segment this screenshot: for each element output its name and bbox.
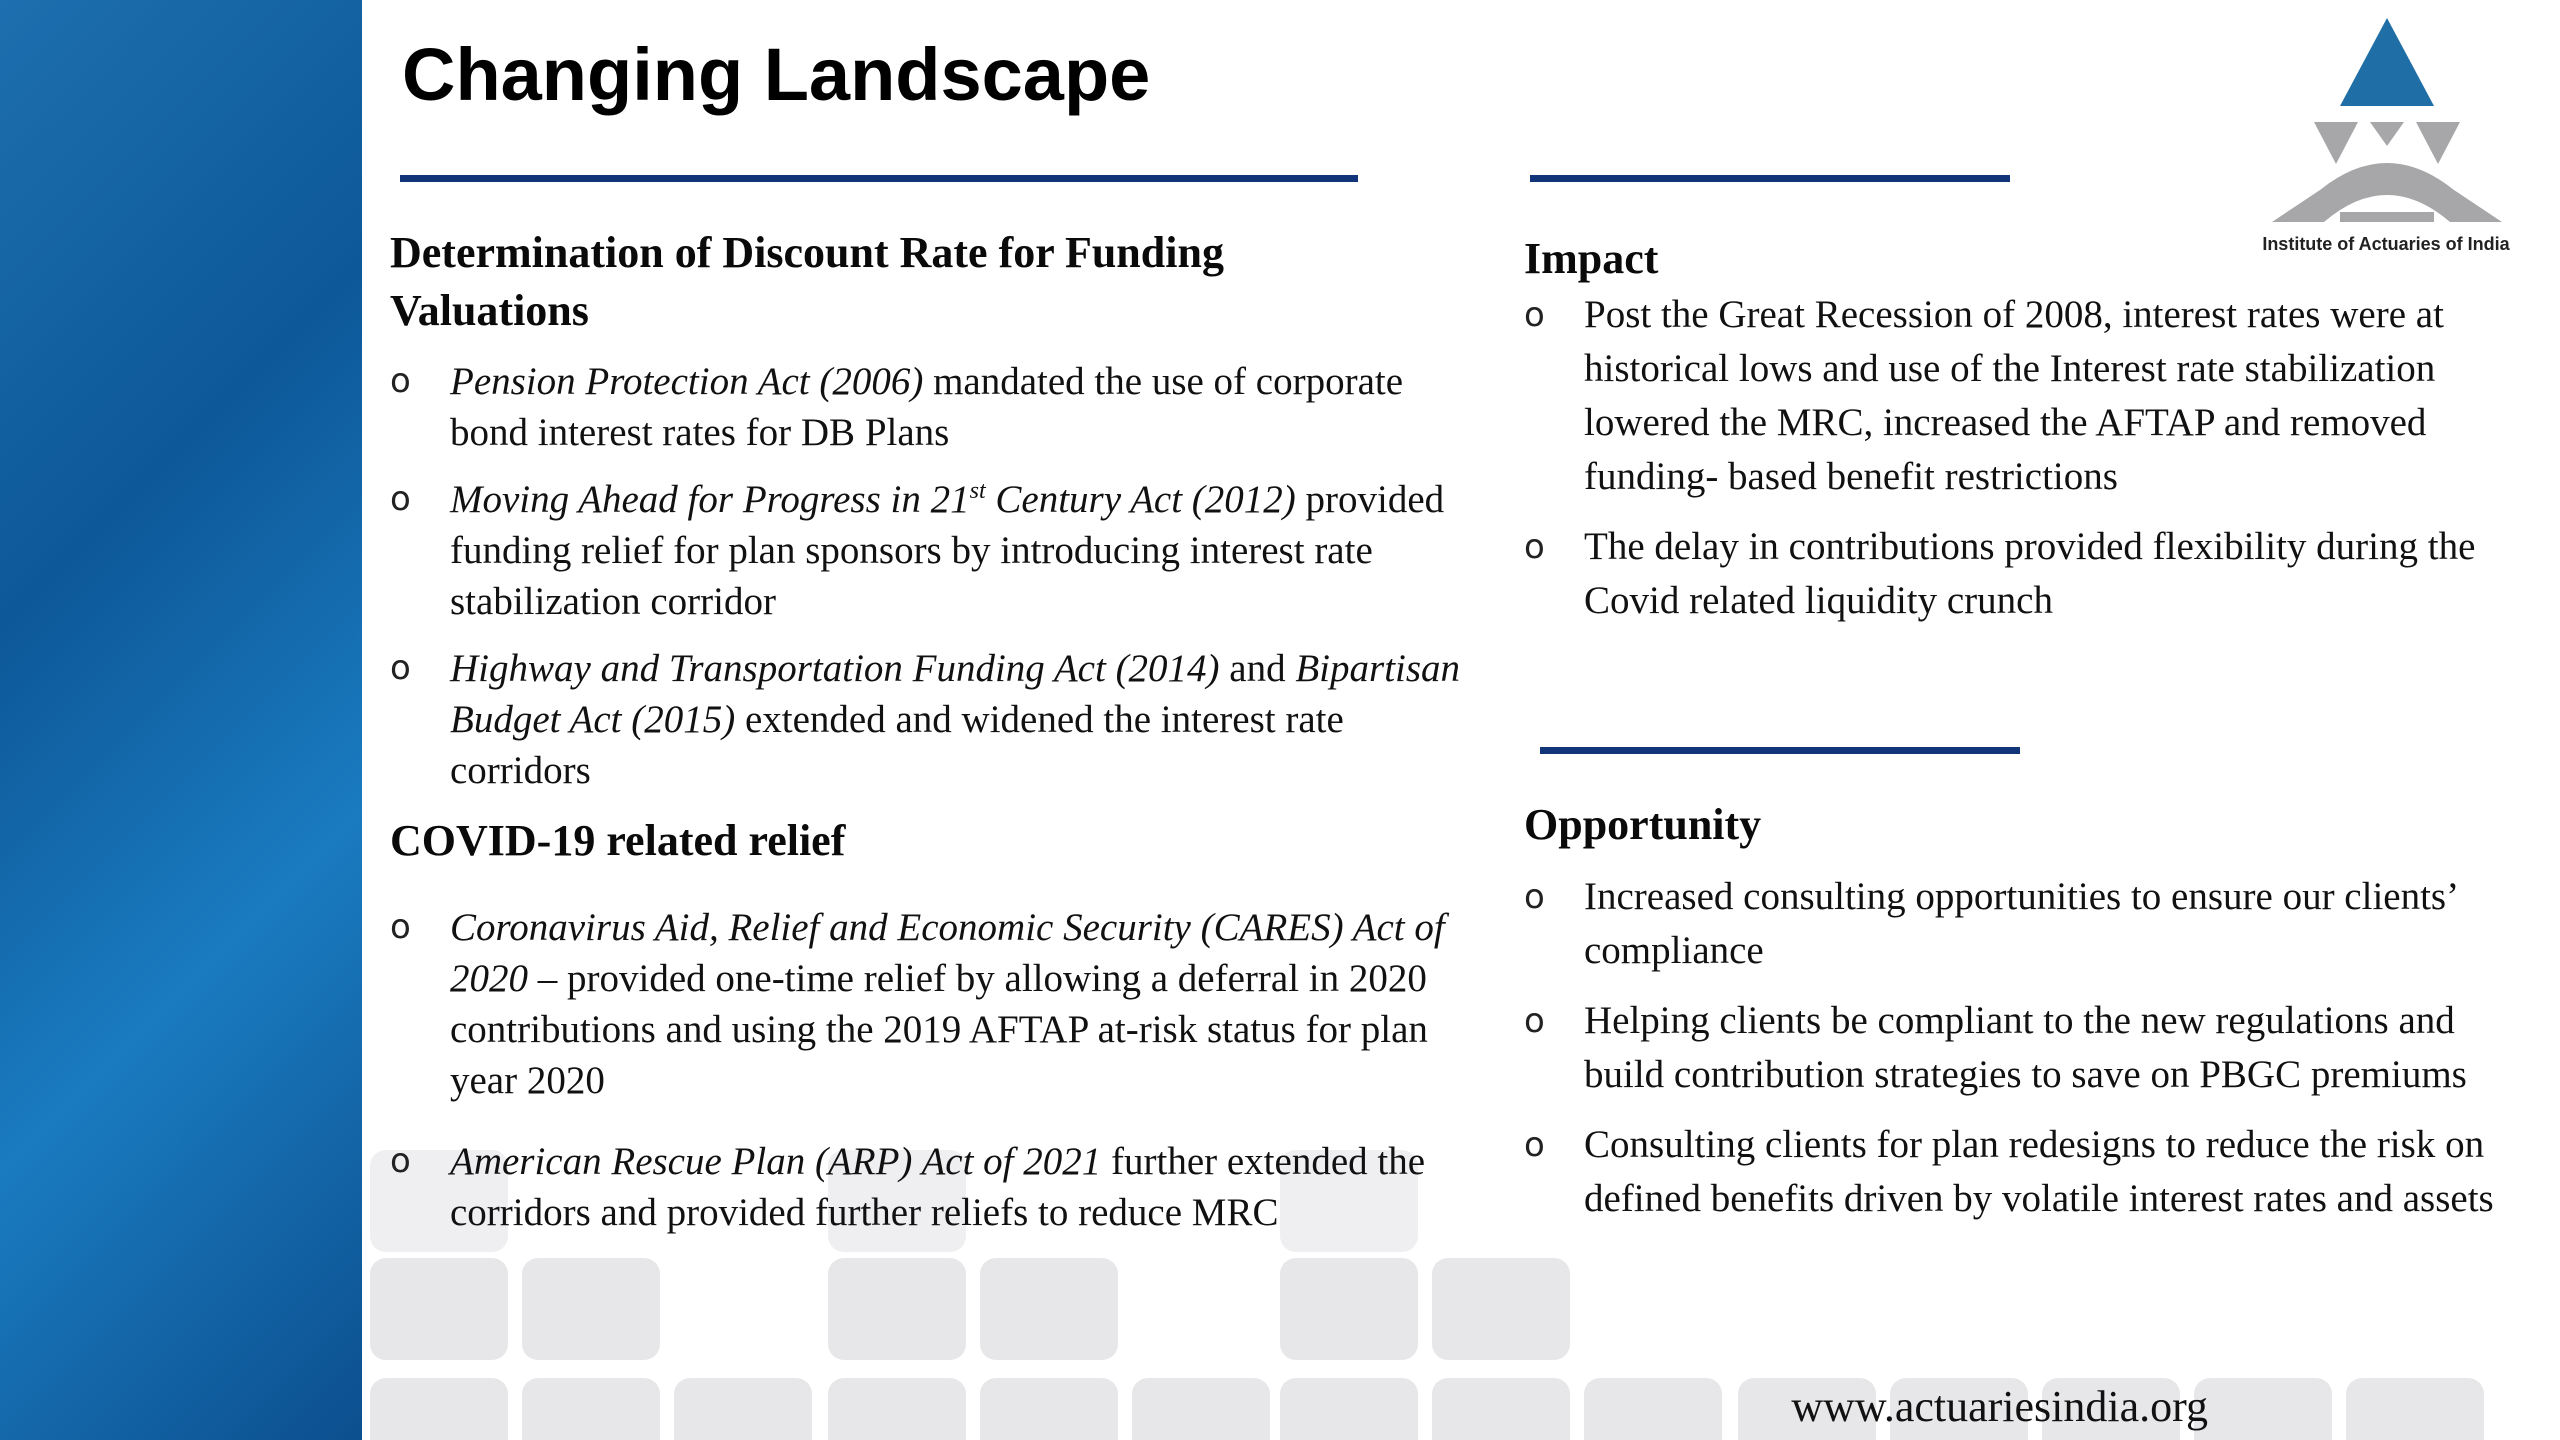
bg-tile (2194, 1378, 2332, 1440)
list-item (390, 643, 1480, 796)
act-name: Highway and Transportation Funding Act (2014) (450, 647, 1220, 690)
bullet-text: and (1219, 647, 1296, 690)
bg-tile (522, 1378, 660, 1440)
institute-logo-icon (2262, 18, 2512, 258)
bullet-text: Helping clients be compliant to the new regulations and build contribution strategies to save on PBGC premiums (1584, 999, 2467, 1096)
bullet-circle-icon: o (390, 361, 411, 401)
bg-tile (1432, 1258, 1570, 1360)
ordinal-suffix: st (969, 478, 986, 504)
bullet-circle-icon: o (1524, 1001, 1545, 1041)
list-item (1524, 288, 2534, 504)
bullet-circle-icon: o (390, 1141, 411, 1181)
bullet-circle-icon: o (1524, 877, 1545, 917)
bullet-circle-icon: o (390, 648, 411, 688)
list-item (390, 1136, 1480, 1238)
bg-tile (1432, 1378, 1570, 1440)
bg-tile (828, 1378, 966, 1440)
act-name-cont: Century Act (2012) (985, 478, 1296, 521)
bg-tile (980, 1378, 1118, 1440)
bullet-circle-icon: o (1524, 527, 1545, 567)
impact-rule (1530, 175, 2010, 182)
covid-relief-heading: COVID-19 related relief (390, 816, 846, 865)
bg-tile (980, 1258, 1118, 1360)
bg-tile (522, 1258, 660, 1360)
list-item (390, 474, 1480, 627)
opportunity-heading: Opportunity (1524, 800, 1762, 849)
bg-tile (1280, 1378, 1418, 1440)
bg-tile (1584, 1378, 1722, 1440)
bg-tile (2346, 1378, 2484, 1440)
list-item (390, 356, 1480, 458)
bullet-circle-icon: o (390, 479, 411, 519)
bullet-text: – provided one-time relief by allowing a deferral in 2020 contributions and using the 2019 AFTAP at-risk status for plan year 2020 (450, 957, 1428, 1102)
bg-tile (370, 1258, 508, 1360)
slide (362, 0, 2560, 1440)
bullet-circle-icon: o (390, 907, 411, 947)
bullet-text: mandated the use of corporate bond interest rates for DB Plans (450, 360, 1404, 454)
list-item (1524, 1118, 2534, 1226)
act-name: American Rescue Plan (ARP) Act of 2021 (450, 1140, 1102, 1183)
bullet-circle-icon: o (1524, 295, 1545, 335)
bullet-text: The delay in contributions provided flexibility during the Covid related liquidity crunch (1584, 525, 2476, 622)
bullet-text: further extended the corridors and provided further reliefs to reduce MRC (450, 1140, 1426, 1234)
bullet-text: extended and widened the interest rate corridors (450, 698, 1344, 792)
list-item (1524, 870, 2534, 978)
logo-caption: Institute of Actuaries of India (2262, 234, 2510, 254)
list-item (1524, 994, 2534, 1102)
bg-tile (828, 1258, 966, 1360)
left-blue-band (0, 0, 362, 1440)
discount-rate-heading: Determination of Discount Rate for Funding Valuations (390, 228, 1224, 335)
footer-website-link[interactable]: www.actuariesindia.org (1791, 1382, 2208, 1431)
bullet-text: provided funding relief for plan sponsors by introducing interest rate stabilization corridor (450, 478, 1445, 623)
covid-relief-list (390, 902, 1480, 1238)
act-name: Moving Ahead for Progress in 21 (450, 478, 970, 521)
act-name: Bipartisan Budget Act (2015) (450, 647, 1461, 741)
bullet-text: Increased consulting opportunities to ensure our clients’ compliance (1584, 875, 2457, 972)
opportunity-rule (1540, 747, 2020, 754)
list-item (1524, 520, 2534, 628)
impact-list (1524, 288, 2534, 628)
bg-tile (1132, 1378, 1270, 1440)
bullet-text: Consulting clients for plan redesigns to reduce the risk on defined benefits driven by volatile interest rates and assets (1584, 1123, 2494, 1220)
bg-tile (1280, 1258, 1418, 1360)
bullet-text: Post the Great Recession of 2008, interest rates were at historical lows and use of the Interest rate stabilization lowered the MRC, increased the AFTAP and removed funding- based benefit restrictions (1584, 293, 2444, 498)
discount-rate-list (390, 356, 1480, 796)
slide-title: Changing Landscape (402, 33, 1151, 116)
list-item (390, 902, 1480, 1106)
opportunity-list (1524, 870, 2534, 1226)
act-name: Coronavirus Aid, Relief and Economic Security (CARES) Act of 2020 (450, 906, 1445, 1000)
act-name: Pension Protection Act (2006) (450, 360, 924, 403)
bullet-circle-icon: o (1524, 1125, 1545, 1165)
title-underline (400, 175, 1358, 182)
bg-tile (370, 1378, 508, 1440)
impact-heading: Impact (1524, 234, 1659, 283)
bg-tile (674, 1378, 812, 1440)
